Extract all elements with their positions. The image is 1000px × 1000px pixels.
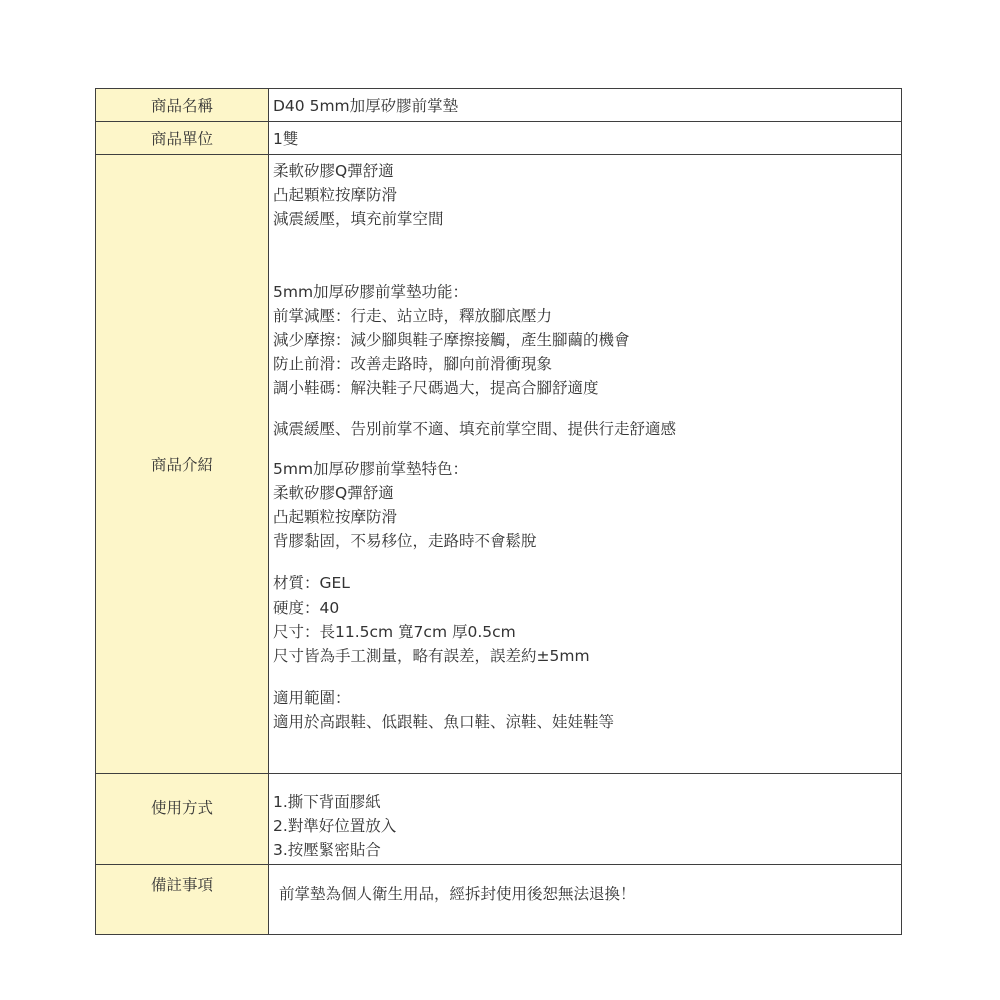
usage-content: [269, 773, 902, 865]
feature-title: 5mm加厚矽膠前掌墊特色：: [273, 459, 469, 478]
table-row: [96, 122, 902, 155]
usage-label: 使用方式: [96, 773, 269, 865]
table-row: [96, 865, 902, 935]
table-row: [96, 155, 902, 774]
usage-step: 2.對準好位置放入: [273, 816, 397, 835]
usage-step: 3.按壓緊密貼合: [273, 840, 381, 859]
summary-line: 凸起顆粒按摩防滑: [273, 186, 398, 205]
function-title: 5mm加厚矽膠前掌墊功能：: [273, 282, 469, 301]
function-line: 防止前滑：改善走路時，腳向前滑衝現象: [273, 355, 553, 374]
function-line: 減少摩擦：減少腳與鞋子摩擦接觸，產生腳繭的機會: [273, 330, 630, 349]
product-intro-content: [269, 155, 902, 774]
spec-line: 尺寸皆為手工測量，略有誤差，誤差約±5mm: [273, 647, 590, 665]
spec-line: 尺寸：長11.5cm 寬7cm 厚0.5cm: [273, 622, 516, 641]
note-label: 備註事項: [96, 865, 269, 935]
product-name-value: D40 5mm加厚矽膠前掌墊: [269, 89, 902, 122]
tagline: 減震緩壓、告別前掌不適、填充前掌空間、提供行走舒適感: [273, 419, 677, 438]
scope-line: 適用於高跟鞋、低跟鞋、魚口鞋、涼鞋、娃娃鞋等: [273, 713, 615, 732]
feature-line: 背膠黏固，不易移位，走路時不會鬆脫: [273, 532, 537, 551]
usage-step: 1.撕下背面膠紙: [273, 792, 381, 811]
function-line: 前掌減壓：行走、站立時，釋放腳底壓力: [273, 306, 553, 325]
table-row: [96, 773, 902, 865]
spec-line: 材質：GEL: [273, 574, 350, 593]
feature-line: 柔軟矽膠Q彈舒適: [273, 483, 394, 502]
product-unit-label: 商品單位: [96, 122, 269, 155]
product-name-label: 商品名稱: [96, 89, 269, 122]
spec-line: 硬度：40: [273, 598, 340, 617]
feature-line: 凸起顆粒按摩防滑: [273, 508, 398, 527]
product-spec-table: [95, 88, 902, 935]
table-row: [96, 89, 902, 122]
summary-line: 柔軟矽膠Q彈舒適: [273, 162, 394, 180]
scope-title: 適用範圍：: [273, 689, 351, 708]
product-unit-value: 1雙: [269, 122, 902, 155]
note-text: 前掌墊為個人衛生用品，經拆封使用後恕無法退換！: [269, 865, 902, 935]
function-line: 調小鞋碼：解決鞋子尺碼過大，提高合腳舒適度: [273, 379, 599, 398]
product-intro-label: 商品介紹: [96, 155, 269, 774]
summary-line: 減震緩壓，填充前掌空間: [273, 210, 444, 229]
